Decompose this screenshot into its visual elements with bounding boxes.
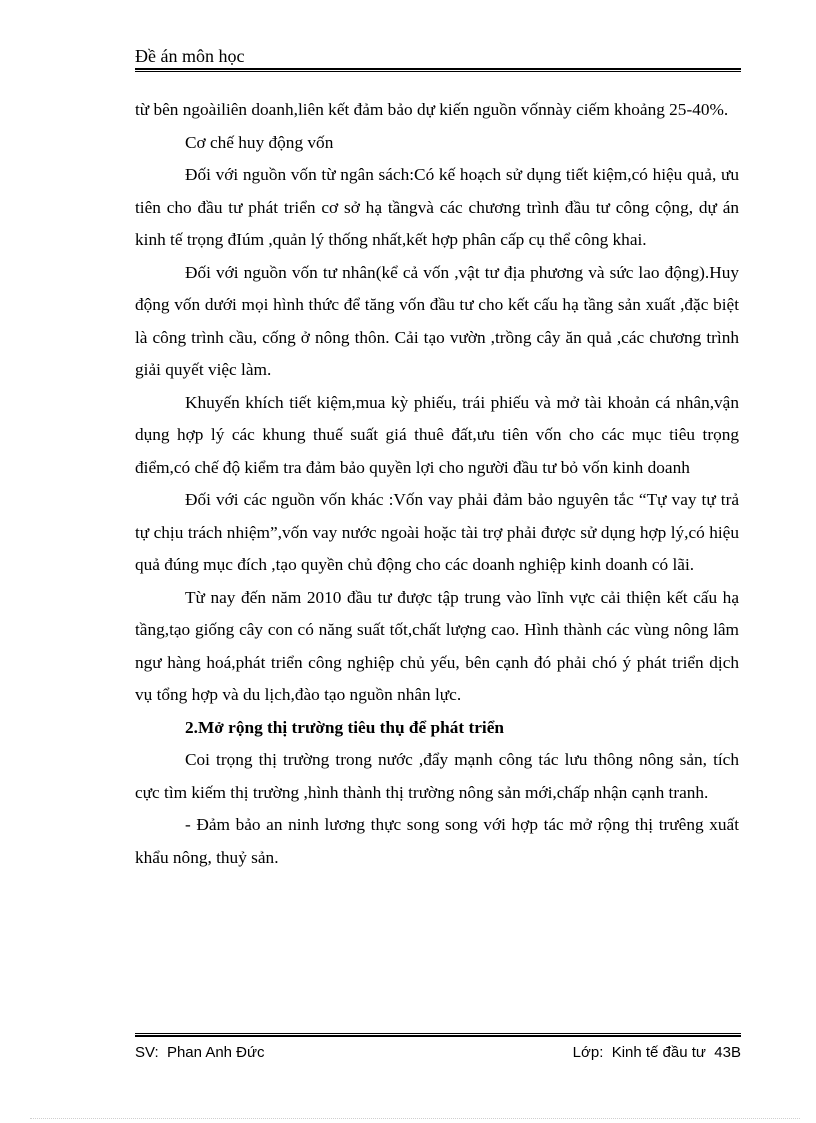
paragraph-domestic-market: Coi trọng thị trường trong nước ,đẩy mạnh công tác lưu thông nông sản, tích cực tìm kiếm thị trường ,hình thành thị trường nông sản mới,chấp nhận cạnh tranh.: [135, 750, 739, 802]
footer-student: SV: Phan Anh Đức: [135, 1044, 265, 1061]
paragraph-investment-2010: Từ nay đến năm 2010 đầu tư được tập trung vào lĩnh vực cải thiện kết cấu hạ tầng,tạo giống cây con có năng suất tốt,chất lượng cao. Hình thành các vùng nông lâm ngư hàng hoá,phát triển công nghiệp chủ yếu, bên cạnh đó phải chó ý phát triển dịch vụ tổng hợp và du lịch,đào tạo nguồn nhân lực.: [135, 587, 739, 704]
header-rule: [135, 68, 741, 72]
footer-rule: [135, 1033, 741, 1037]
paragraph-state-budget: Đối với nguồn vốn từ ngân sách:Có kế hoạch sử dụng tiết kiệm,có hiệu quả, ưu tiên cho đầu tư phát triển cơ sở hạ tầngvà các chương trình đầu tư công cộng, dự án kinh tế trọng đIúm ,quản lý thống nhất,kết hợp phân cấp cụ thể công khai.: [135, 165, 739, 249]
paragraph-private-capital: Đối với nguồn vốn tư nhân(kể cả vốn ,vật tư địa phương và sức lao động).Huy động vốn dưới mọi hình thức để tăng vốn đầu tư cho kết cấu hạ tầng sản xuất ,đặc biệt là công trình cầu, cống ở nông thôn. Cải tạo vườn ,trồng cây ăn quả ,các chương trình giải quyết việc làm.: [135, 262, 739, 379]
document-body: [135, 94, 739, 874]
page-header: [135, 44, 741, 68]
section-heading: 2.Mở rộng thị trường tiêu thụ để phát triển: [185, 717, 504, 737]
page-footer: [135, 1042, 741, 1064]
paragraph-capital-mechanism-title: Cơ chế huy động vốn: [185, 132, 334, 152]
paragraph-continuation: từ bên ngoàiliên doanh,liên kết đảm bảo dự kiến nguồn vốnnày ciếm khoảng 25-40%.: [135, 100, 729, 119]
paragraph-other-sources: Đối với các nguồn vốn khác :Vốn vay phải đảm bảo nguyên tắc “Tự vay tự trả tự chịu trách nhiệm”,vốn vay nước ngoài hoặc tài trợ phải được sử dụng hợp lý,có hiệu quả đúng mục đích ,tạo quyền chủ động cho các doanh nghiệp kinh doanh có lãi.: [135, 490, 739, 574]
footer-class: Lớp: Kinh tế đầu tư 43B: [572, 1044, 741, 1061]
page-boundary: [30, 1118, 800, 1119]
header-title: Đề án môn học: [135, 46, 245, 66]
paragraph-savings-encouragement: Khuyến khích tiết kiệm,mua kỳ phiếu, trái phiếu và mở tài khoản cá nhân,vận dụng hợp lý các khung thuế suất giá thuê đất,ưu tiên vốn cho các mục tiêu trọng điểm,có chế độ kiểm tra đảm bảo quyền lợi cho người đầu tư bỏ vốn kinh doanh: [135, 392, 739, 477]
paragraph-food-security: - Đảm bảo an ninh lương thực song song với hợp tác mở rộng thị trưêng xuất khẩu nông, thuỷ sản.: [135, 815, 739, 867]
